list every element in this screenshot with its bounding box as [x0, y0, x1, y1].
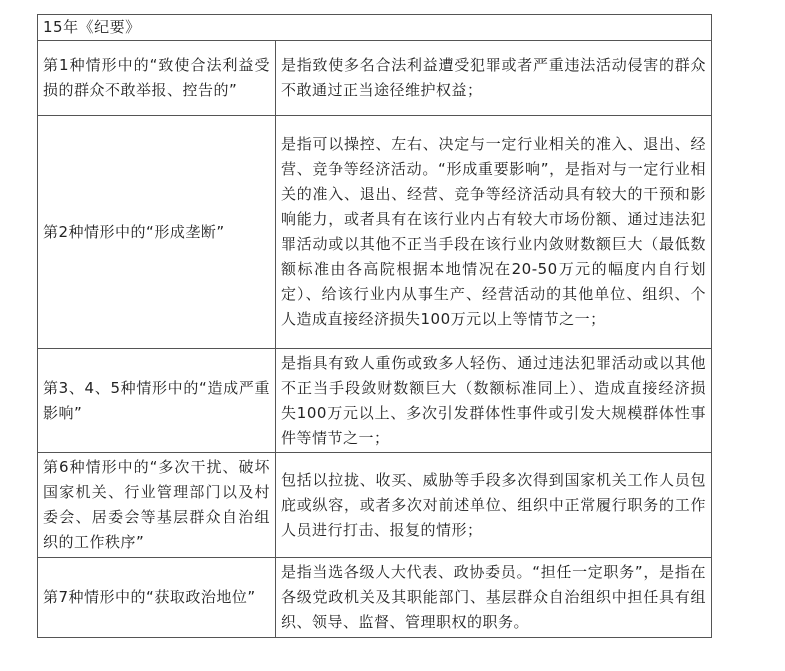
row-label: 第7种情形中的“获取政治地位”: [38, 558, 276, 638]
row-label: 第6种情形中的“多次干扰、破坏国家机关、行业管理部门以及村委会、居委会等基层群众自治组织的工作秩序”: [38, 453, 276, 558]
row-label: 第2种情形中的“形成垄断”: [38, 116, 276, 349]
row-description: 是指致使多名合法利益遭受犯罪或者严重违法活动侵害的群众不敢通过正当途径维护权益；: [276, 41, 712, 116]
table-row: [38, 349, 712, 453]
table-title-row: [38, 15, 712, 41]
table-title: 15年《纪要》: [38, 15, 712, 41]
row-description: 是指具有致人重伤或致多人轻伤、通过违法犯罪活动或以其他不正当手段敛财数额巨大（数额标准同上）、造成直接经济损失100万元以上、多次引发群体性事件或引发大规模群体性事件等情节之一；: [276, 349, 712, 453]
row-label: 第1种情形中的“致使合法利益受损的群众不敢举报、控告的”: [38, 41, 276, 116]
table-row: [38, 558, 712, 638]
row-description: 是指可以操控、左右、决定与一定行业相关的准入、退出、经营、竞争等经济活动。“形成重要影响”，是指对与一定行业相关的准入、退出、经营、竞争等经济活动具有较大的干预和影响能力，或者具有在该行业内占有较大市场份额、通过违法犯罪活动或以其他不正当手段在该行业内敛财数额巨大（最低数额标准由各高院根据本地情况在20-50万元的幅度内自行划定）、给该行业内从事生产、经营活动的其他单位、组织、个人造成直接经济损失100万元以上等情节之一；: [276, 116, 712, 349]
interpretation-table: [37, 14, 712, 638]
row-description: 包括以拉拢、收买、威胁等手段多次得到国家机关工作人员包庇或纵容，或者多次对前述单位、组织中正常履行职务的工作人员进行打击、报复的情形；: [276, 453, 712, 558]
row-label: 第3、4、5种情形中的“造成严重影响”: [38, 349, 276, 453]
row-description: 是指当选各级人大代表、政协委员。“担任一定职务”，是指在各级党政机关及其职能部门、基层群众自治组织中担任具有组织、领导、监督、管理职权的职务。: [276, 558, 712, 638]
table-row: [38, 453, 712, 558]
table-row: [38, 41, 712, 116]
table-row: [38, 116, 712, 349]
